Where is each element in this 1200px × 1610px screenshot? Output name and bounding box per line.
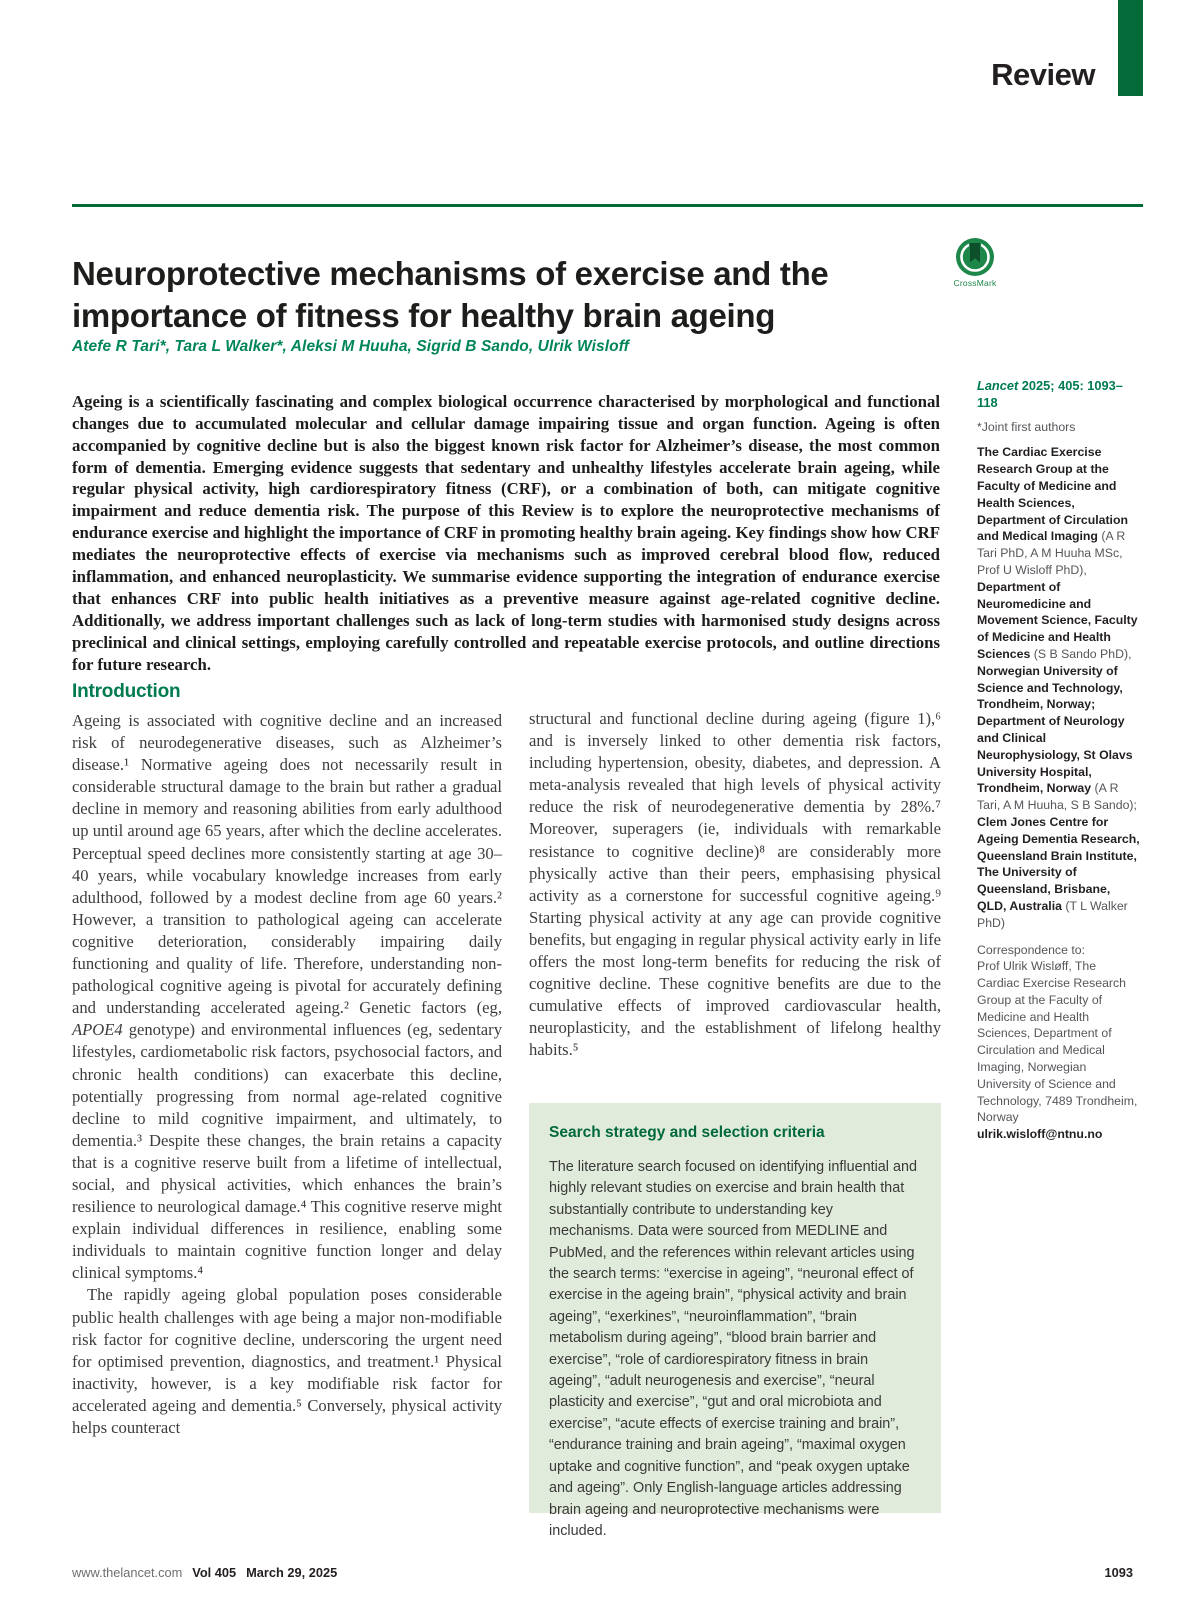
- footer-date: March 29, 2025: [246, 1565, 338, 1580]
- panel-heading: Search strategy and selection criteria: [549, 1124, 825, 1141]
- affiliation-segment: (S B Sando PhD),: [1033, 646, 1132, 661]
- crossmark-badge[interactable]: [950, 237, 1000, 288]
- crossmark-label: CrossMark: [953, 278, 997, 288]
- crossmark-icon: [950, 237, 1000, 277]
- body-column-1: [72, 681, 502, 1439]
- introduction-paragraph-3: structural and functional decline during ageing (figure 1),⁶ and is inversely linked to other dementia risk factors, including hypertension, obesity, diabetes, and depression. A meta-analysis revealed that high levels of physical activity reduce the risk of neurodegenerative dementia by 28%.⁷ Moreover, superagers (ie, individuals with remarkable resistance to cognitive decline)⁸ are considerably more physically active than their peers, emphasising physical activity as a cornerstone for successful cognitive ageing.⁹ Starting physical activity at any age can provide cognitive benefits, but engaging in regular physical activity early in life offers the most long-term benefits for reducing the risk of cognitive decline. These cognitive benefits are due to the cumulative effects of improved cardiovascular health, neuroplasticity, and the establishment of lifelong healthy habits.⁵: [529, 709, 941, 1060]
- affiliation-segment: (T L Walker PhD): [977, 898, 1128, 930]
- joint-first-authors-note: *Joint first authors: [977, 419, 1076, 434]
- affiliation-segment: Norwegian University of Science and Technology, Trondheim, Norway; Department of Neurology and Clinical Neurophysiology, St Olavs University Hospital, Trondheim, Norway: [977, 663, 1133, 796]
- affiliation-segment: (A R Tari PhD, A M Huuha MSc, Prof U Wisloff PhD),: [977, 529, 1126, 577]
- affiliation-segment: Clem Jones Centre for Ageing Dementia Research, Queensland Brain Institute, The University of Queensland, Brisbane, QLD, Australia: [977, 814, 1140, 913]
- abstract-paragraph: Ageing is a scientifically fascinating and complex biological occurrence characterised by morphological and functional changes due to accumulated molecular and cellular damage impairing tissue and organ function. Ageing is often accompanied by cognitive decline but is also the biggest known risk factor for Alzheimer’s disease, the most common form of dementia. Emerging evidence suggests that sedentary and unhealthy lifestyles accelerate brain ageing, while regular physical activity, high cardiorespiratory fitness (CRF), or a combination of both, can mitigate cognitive impairment and reduce dementia risk. The purpose of this Review is to explore the neuroprotective mechanisms of endurance exercise and highlight the importance of CRF in promoting healthy brain ageing. Key findings show how CRF mediates the neuroprotective effects of exercise via mechanisms such as improved cerebral blood flow, reduced inflammation, and enhanced neuroplasticity. We summarise evidence supporting the integration of endurance exercise that enhances CRF into public health initiatives as a preventive measure against age-related cognitive decline. Additionally, we address important challenges such as lack of long-term studies with harmonised study designs across preclinical and clinical settings, employing carefully controlled and repeatable exercise protocols, and outline directions for future research.: [72, 391, 940, 674]
- correspondence-address: Prof Ulrik Wisløff, The Cardiac Exercise Research Group at the Faculty of Medicine and Health Sciences, Department of Circulation and Medical Imaging, Norwegian University of Science and Technology, 7489 Trondheim, Norway: [977, 959, 1138, 1125]
- journal-name: Lancet: [977, 378, 1019, 393]
- header-divider-rule: [72, 204, 1143, 207]
- section-label: Review: [991, 57, 1095, 92]
- margin-notes-sidebar: [977, 378, 1140, 1143]
- search-strategy-panel: [529, 1103, 941, 1539]
- panel-body: The literature search focused on identifying influential and highly relevant studies on exercise and brain health that substantially contribute to understanding key mechanisms. Data were sourced from MEDLINE and PubMed, and the references within relevant articles using the search terms: “exercise in ageing”, “neuronal effect of exercise in the ageing brain”, “physical activity and brain ageing”, “exerkines”, “neuroinflammation”, “brain metabolism during ageing”, “blood brain barrier and exercise”, “role of cardiorespiratory fitness in brain ageing”, “adult neurogenesis and exercise”, “neural plasticity and exercise”, “gut and oral microbiota and exercise”, “acute effects of exercise training and brain”, “endurance training and brain ageing”, “maximal oxygen uptake and cognitive function”, and “peak oxygen uptake and ageing”. Only English-language articles addressing brain ageing and neuroprotective mechanisms were included.: [549, 1159, 917, 1539]
- article-title: Neuroprotective mechanisms of exercise and the importance of fitness for healthy brain ageing: [72, 255, 829, 335]
- paragraph-text: genotype) and environmental influences (eg, sedentary lifestyles, cardiometabolic risk factors, psychosocial factors, and chronic health conditions) can exacerbate this decline, potentially progressing from normal age-related cognitive decline to mild cognitive impairment, and ultimately, to dementia.³ Despite these changes, the brain retains a capacity that is a cognitive reserve built from a lifetime of intellectual, social, and physical activities, which enhances the brain’s resilience to neurological damage.⁴ This cognitive reserve might explain individual differences in resilience, enabling some individuals to maintain cognitive function longer and delay clinical symptoms.⁴: [72, 1020, 502, 1283]
- correspondence-email-link[interactable]: ulrik.wisloff@ntnu.no: [977, 1127, 1103, 1142]
- footer-page-number: 1093: [1104, 1565, 1133, 1580]
- affiliation-segment: (A R Tari, A M Huuha, S B Sando);: [977, 781, 1137, 813]
- page-footer: [72, 1565, 1133, 1580]
- gene-name-italic: APOE4: [72, 1020, 123, 1040]
- journal-citation: [977, 378, 1140, 412]
- footer-volume: Vol 405: [192, 1565, 237, 1580]
- correspondence-label: Correspondence to:: [977, 942, 1086, 957]
- paragraph-text: Ageing is associated with cognitive decline and an increased risk of neurodegenerative diseases, such as Alzheimer’s disease.¹ Normative ageing does not necessarily result in considerable structural damage to the brain but rather a gradual decline in memory and reasoning abilities from early adulthood up until around age 65 years, after which the decline accelerates. Perceptual speed declines more consistently starting at age 30–40 years, while vocabulary knowledge increases from early adulthood, followed by a modest decline from age 60 years.² However, a transition to pathological ageing can accelerate cognitive deterioration, considerably impairing daily functioning and quality of life. Therefore, understanding non-pathological cognitive ageing is pivotal for accurately defining and understanding accelerated ageing.² Genetic factors (eg,: [72, 711, 502, 1018]
- introduction-heading: Introduction: [72, 681, 181, 702]
- affiliation-segment: Department of Neuromedicine and Movement Science, Faculty of Medicine and Health Sciences: [977, 579, 1138, 661]
- authors-line: Atefe R Tari*, Tara L Walker*, Aleksi M Huuha, Sigrid B Sando, Ulrik Wisloff: [72, 338, 629, 355]
- footer-site-url[interactable]: www.thelancet.com: [72, 1565, 183, 1580]
- introduction-paragraph-2: The rapidly ageing global population poses considerable public health challenges with age being a major non-modifiable risk factor for cognitive decline, underscoring the urgent need for optimised prevention, diagnostics, and treatment.¹ Physical inactivity, however, is a key modifiable risk factor for accelerated ageing and dementia.⁵ Conversely, physical activity helps counteract: [72, 1285, 502, 1437]
- affiliations-block: [977, 444, 1140, 931]
- body-column-2: [529, 708, 941, 1062]
- correspondence-block: [977, 942, 1140, 1144]
- citation-details: 2025; 405: 1093–118: [977, 378, 1123, 410]
- section-accent-bar: [1118, 0, 1143, 96]
- introduction-paragraph-1: [72, 710, 502, 1284]
- affiliation-segment: The Cardiac Exercise Research Group at the Faculty of Medicine and Health Sciences, Department of Circulation and Medical Imaging: [977, 445, 1128, 544]
